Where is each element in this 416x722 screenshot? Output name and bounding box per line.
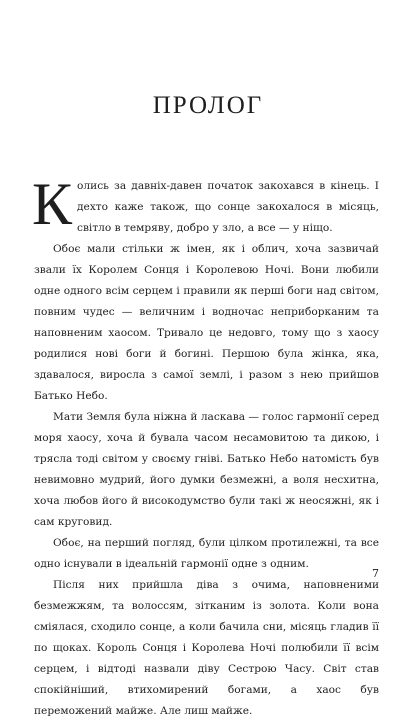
paragraph-4: Обоє, на перший погляд, були цілком протилежні, та все одно існували в ідеальній гармонії одне з одним. <box>34 537 379 570</box>
body-text <box>32 171 379 722</box>
paragraph-2: Обоє мали стільки ж імен, як і облич, хоча зазвичай звали їх Королем Сонця і Королевою Ночі. Вони любили одне одного всім серцем і правили як перші боги над світом, повним чудес — величним і водночас неприборканим та наповненим хаосом. Тривало це недовго, тому що з хаосу родилися нові боги й богині. Першою була жінка, яка, здавалося, виросла з самої землі, і разом з нею прийшов Батько Небо. <box>34 243 379 402</box>
paragraph-5: Після них прийшла діва з очима, наповненими безмежжям, та волоссям, зітканим із золота. Коли вона сміялася, сходило сонце, а коли бачила сни, місяць гладив її по щоках. Король Сонця і Королева Ночі полюбили її всім серцем, і відтоді назвали діву Сестрою Часу. Світ став спокійніший, втихомирений богами, а хаос був переможений майже. Але лиш майже. <box>34 579 379 717</box>
page-number: 7 <box>372 567 379 580</box>
drop-cap: К <box>32 171 73 237</box>
paragraph-3: Мати Земля була ніжна й ласкава — голос гармонії серед моря хаосу, хоча й бувала часом несамовитою та дикою, і трясла тоді світом у своєму гніві. Батько Небо натомість був невимовно мудрий, його думки безмежні, а воля несхитна, хоча любов його й високодумство були такі ж неосяжні, як і сам круговид. <box>34 411 379 528</box>
paragraph-1-text: олись за давніх-давен початок закохався в кінець. І дехто каже також, що сонце закохалося в місяць, світло в темряву, добро у зло, а все — у ніщо. <box>77 180 379 234</box>
chapter-title: ПРОЛОГ <box>152 92 264 119</box>
paragraph-1 <box>32 171 379 239</box>
